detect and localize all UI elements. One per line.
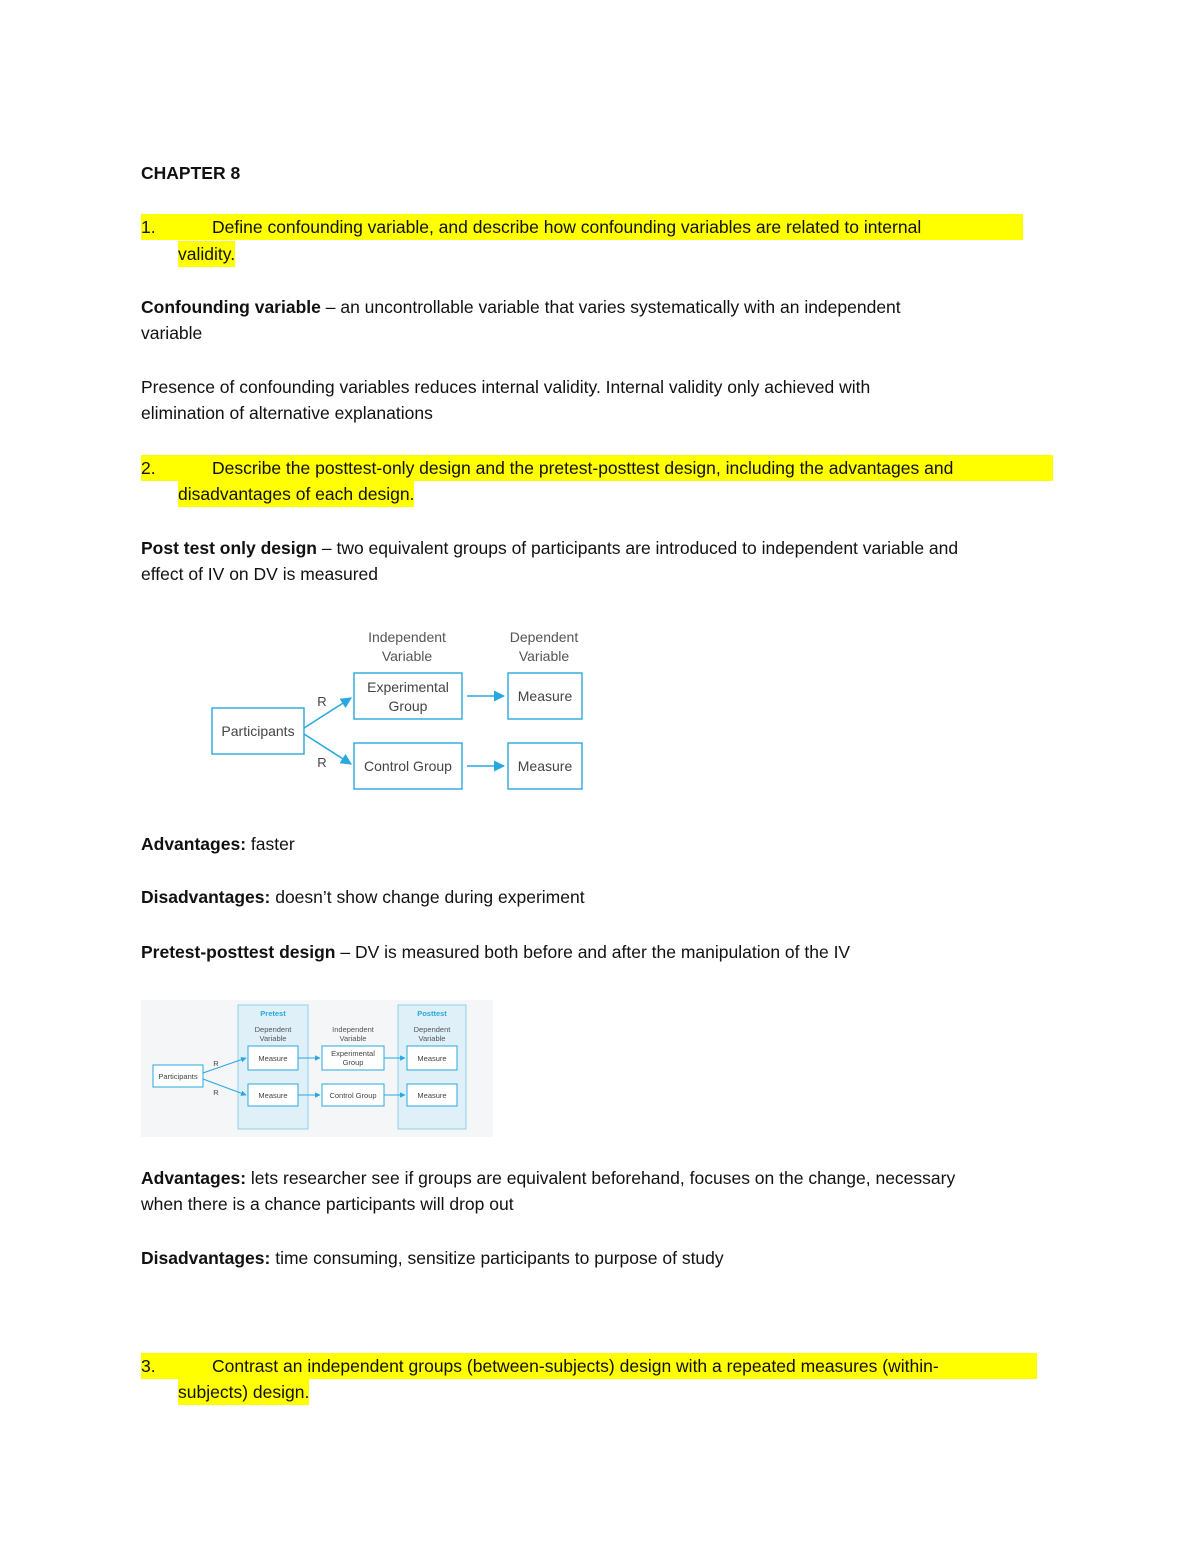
posttest-term: Post test only design	[141, 538, 317, 558]
pre-measure-bottom-label: Measure	[258, 1091, 288, 1100]
question-1-line-2: validity.	[178, 241, 235, 267]
post-measure-bottom-label: Measure	[417, 1091, 447, 1100]
confounding-definition: – an uncontrollable variable that varies systematically with an independent	[320, 297, 901, 317]
question-3-number: 3.	[141, 1356, 156, 1376]
pretest-dv-line-1: Dependent	[254, 1025, 292, 1034]
measure-bottom-label: Measure	[517, 758, 573, 774]
pretest-advantages-line-2: when there is a chance participants will drop out	[141, 1194, 514, 1214]
question-1-number: 1.	[141, 217, 156, 237]
experimental-label-line-1-2: Experimental	[331, 1049, 375, 1058]
arrow-to-control	[304, 734, 351, 764]
question-3-line-1	[141, 1353, 1037, 1379]
question-3-line-2: subjects) design.	[178, 1379, 309, 1405]
iv-line-2: Variable	[339, 1034, 367, 1043]
iv-header-line-2: Variable	[381, 648, 433, 664]
question-2-line-2: disadvantages of each design.	[178, 481, 414, 507]
pretest-advantages-text: lets researcher see if groups are equivalent beforehand, focuses on the change, necessary	[246, 1168, 956, 1188]
pretest-definition-text: – DV is measured both before and after the manipulation of the IV	[335, 942, 851, 962]
control-group-label-2: Control Group	[329, 1091, 377, 1100]
question-1-text: Define confounding variable, and describe how confounding variables are related to internal	[212, 217, 922, 237]
posttest-definition: – two equivalent groups of participants are introduced to independent variable and	[317, 538, 959, 558]
pretest-advantages-label: Advantages:	[141, 1168, 247, 1188]
measure-top-label: Measure	[517, 688, 573, 704]
experimental-label-line-2: Group	[388, 698, 428, 714]
question-1-line-1	[141, 214, 1023, 240]
dv-header-line-2: Variable	[518, 648, 570, 664]
post-measure-top-label: Measure	[417, 1054, 447, 1063]
posttest-advantages-label: Advantages:	[141, 834, 247, 854]
iv-line-1: Independent	[332, 1025, 374, 1034]
random-label-bottom: R	[317, 755, 327, 770]
confounding-definition-line-2: variable	[141, 323, 203, 343]
confounding-definition-line-1	[141, 294, 901, 320]
confounding-term: Confounding variable	[141, 297, 321, 317]
random-label-top: R	[317, 694, 327, 709]
question-2-text: Describe the posttest-only design and the pretest-posttest design, including the advantages and	[212, 458, 954, 478]
question-2-number: 2.	[141, 458, 156, 478]
pretest-posttest-diagram	[141, 1000, 493, 1137]
random-label-bottom-2: R	[213, 1088, 219, 1097]
participants-label-2: Participants	[158, 1072, 198, 1081]
posttest-dv-line-1: Dependent	[413, 1025, 451, 1034]
experimental-label-line-1: Experimental	[367, 679, 449, 695]
iv-header-line-1: Independent	[368, 629, 446, 645]
random-label-top-2: R	[213, 1059, 219, 1068]
posttest-dv-line-2: Variable	[418, 1034, 446, 1043]
pretest-disadvantages	[141, 1245, 724, 1271]
arrow-to-experimental	[304, 698, 351, 728]
pretest-header: Pretest	[260, 1009, 286, 1018]
posttest-definition-line-2: effect of IV on DV is measured	[141, 564, 379, 584]
pretest-term: Pretest-posttest design	[141, 942, 336, 962]
posttest-only-diagram	[205, 622, 595, 798]
posttest-disadvantages	[141, 884, 585, 910]
posttest-advantages	[141, 831, 295, 857]
pretest-dv-line-2: Variable	[259, 1034, 287, 1043]
question-2-line-1	[141, 455, 1053, 481]
posttest-advantages-text: faster	[246, 834, 295, 854]
pretest-definition	[141, 939, 850, 965]
pretest-advantages-line-1	[141, 1165, 955, 1191]
pre-measure-top-label: Measure	[258, 1054, 288, 1063]
pretest-disadvantages-label: Disadvantages:	[141, 1248, 271, 1268]
question-3-text: Contrast an independent groups (between-subjects) design with a repeated measures (within-	[212, 1356, 939, 1376]
posttest-disadvantages-text: doesn’t show change during experiment	[270, 887, 585, 907]
chapter-title: CHAPTER 8	[141, 163, 241, 183]
posttest-header: Posttest	[417, 1009, 447, 1018]
experimental-label-line-2-2: Group	[342, 1058, 364, 1067]
presence-line-2: elimination of alternative explanations	[141, 403, 433, 423]
dv-header-line-1: Dependent	[509, 629, 579, 645]
posttest-definition-line-1	[141, 535, 958, 561]
pretest-disadvantages-text: time consuming, sensitize participants to purpose of study	[270, 1248, 724, 1268]
participants-label: Participants	[221, 723, 295, 739]
posttest-disadvantages-label: Disadvantages:	[141, 887, 271, 907]
control-group-label: Control Group	[364, 758, 452, 774]
presence-line-1: Presence of confounding variables reduces internal validity. Internal validity only achieved with	[141, 377, 871, 397]
